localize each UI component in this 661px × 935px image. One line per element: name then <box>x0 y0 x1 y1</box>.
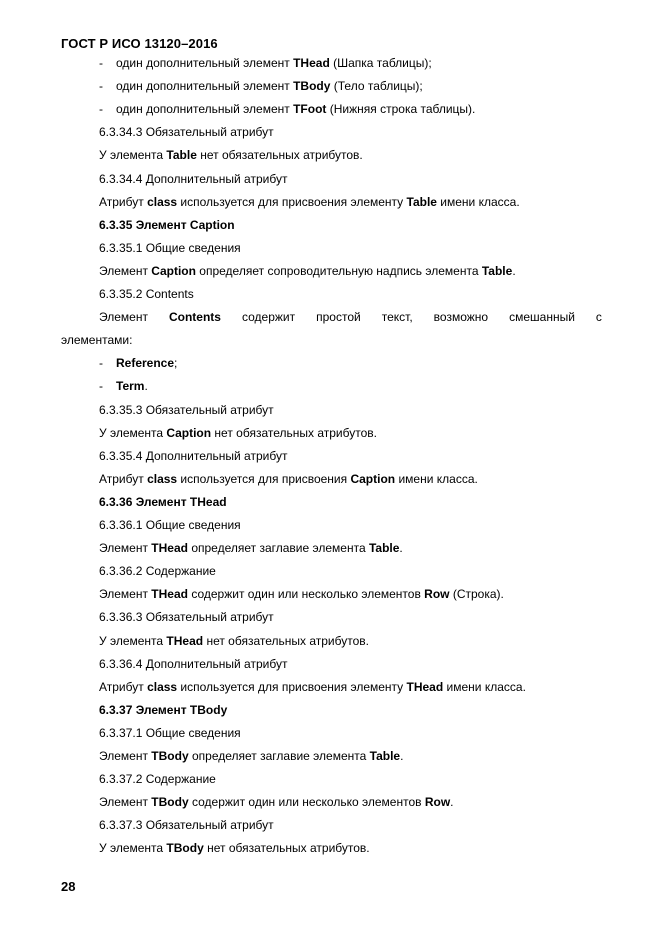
text-line <box>99 494 227 510</box>
line-word: Contents <box>168 310 221 325</box>
text-line <box>99 240 241 256</box>
bold-term: TBody <box>151 749 189 763</box>
line-text: Элемент <box>99 795 152 810</box>
text-line <box>99 609 274 625</box>
line-word: Элемент <box>99 310 148 325</box>
bold-term: TBody <box>151 795 189 810</box>
line-text: У элемента <box>99 841 167 856</box>
text-line <box>99 263 516 279</box>
line-word: простой <box>316 310 361 325</box>
line-text: нет обязательных атрибутов. <box>203 841 370 856</box>
line-text: (Тело таблицы); <box>330 79 423 94</box>
list-dash: - <box>99 79 103 94</box>
text-line <box>99 633 369 649</box>
line-text: Элемент <box>99 749 152 763</box>
text-line <box>99 471 478 487</box>
line-text: один дополнительный элемент <box>116 56 294 70</box>
text-line <box>99 147 363 163</box>
line-text: имени класса. <box>443 679 526 694</box>
bold-term: THead <box>166 633 204 648</box>
line-text: У элемента <box>99 148 167 163</box>
line-text: 6.3.36.1 Общие сведения <box>99 518 241 532</box>
bold-term: THead <box>406 679 444 694</box>
text-line <box>99 124 274 140</box>
line-text: (Строка). <box>449 587 504 602</box>
line-text: Элемент <box>99 541 152 556</box>
text-line <box>99 771 216 787</box>
bold-term: 6.3.37 Элемент TBody <box>99 702 228 717</box>
text-line <box>61 332 132 348</box>
bold-term: class <box>147 471 178 486</box>
list-dash: - <box>99 356 103 371</box>
line-text: Элемент <box>99 587 152 602</box>
line-text: 6.3.36.2 Содержание <box>99 564 216 579</box>
line-text: У элемента <box>99 425 167 440</box>
bold-term: Reference <box>116 356 175 371</box>
line-text: 6.3.35.2 Contents <box>99 287 194 301</box>
bold-term: Row <box>424 587 450 602</box>
line-text: . <box>400 749 404 763</box>
list-item <box>99 101 475 117</box>
bold-term: Caption <box>151 263 196 278</box>
line-text: Атрибут <box>99 194 148 209</box>
line-text: 6.3.36.4 Дополнительный атрибут <box>99 656 288 671</box>
line-text: 6.3.37.3 Обязательный атрибут <box>99 818 274 833</box>
line-word: содержит <box>241 310 296 325</box>
line-text: определяет заглавие элемента <box>187 541 369 556</box>
line-text: 6.3.34.3 Обязательный атрибут <box>99 125 274 140</box>
text-line <box>99 794 454 810</box>
bold-term: THead <box>293 56 330 70</box>
bold-term: THead <box>151 541 188 556</box>
line-text: Атрибут <box>99 471 148 486</box>
list-item <box>99 78 423 94</box>
line-text: . <box>450 795 454 810</box>
list-item <box>99 55 432 71</box>
list-dash: - <box>99 102 103 117</box>
line-text: ; <box>174 356 178 371</box>
bold-term: Row <box>424 795 451 810</box>
line-text: 6.3.35.4 Дополнительный атрибут <box>99 448 288 463</box>
line-text: содержит один или несколько элементов <box>188 795 425 810</box>
text-line <box>99 656 287 672</box>
line-word: смешанный <box>509 310 575 325</box>
bold-term: Table <box>166 148 197 163</box>
text-line <box>99 817 274 833</box>
line-word: текст, <box>381 310 413 325</box>
bold-term: Caption <box>350 471 396 486</box>
line-text: У элемента <box>99 633 167 648</box>
line-text: используется для присвоения элементу <box>177 679 407 694</box>
text-line <box>99 448 287 464</box>
bold-term: Table <box>406 194 437 209</box>
text-line <box>99 702 227 718</box>
line-text: нет обязательных атрибутов. <box>203 633 369 648</box>
line-text: имени класса. <box>395 471 478 486</box>
line-text: имени класса. <box>436 194 520 209</box>
line-text: нет обязательных атрибутов. <box>196 148 363 163</box>
text-line <box>99 679 526 695</box>
text-line <box>99 748 403 764</box>
text-line <box>99 725 241 741</box>
text-line <box>99 840 370 856</box>
text-line <box>99 540 403 556</box>
bold-term: Table <box>368 541 400 556</box>
line-text: 6.3.35.1 Общие сведения <box>99 240 241 255</box>
line-text: 6.3.34.4 Дополнительный атрибут <box>99 171 288 186</box>
line-text: 6.3.35.3 Обязательный атрибут <box>99 402 274 417</box>
line-text: элементами: <box>61 333 133 348</box>
line-text: Элемент <box>99 263 152 278</box>
bold-term: TBody <box>166 841 204 856</box>
bold-term: TFoot <box>293 102 327 117</box>
line-text: 6.3.37.2 Содержание <box>99 772 216 787</box>
line-text: содержит один или несколько элементов <box>187 587 425 602</box>
text-line <box>99 217 235 233</box>
bold-term: TBody <box>293 79 331 94</box>
line-text: . <box>399 541 403 556</box>
bold-term: Caption <box>166 425 212 440</box>
text-line <box>99 286 194 302</box>
bold-term: 6.3.35 Элемент Caption <box>99 217 235 232</box>
bold-term: 6.3.36 Элемент THead <box>99 494 227 509</box>
line-text: определяет заглавие элемента <box>188 749 370 763</box>
line-text: . <box>512 263 516 278</box>
list-dash: - <box>99 379 103 394</box>
line-text: 6.3.36.3 Обязательный атрибут <box>99 610 274 625</box>
bold-term: class <box>147 194 178 209</box>
bold-term: Term <box>116 379 145 394</box>
line-text: 6.3.37.1 Общие сведения <box>99 725 241 740</box>
bold-term: THead <box>151 587 188 602</box>
line-text: (Шапка таблицы); <box>329 56 432 70</box>
text-line <box>99 194 520 210</box>
list-item <box>99 355 177 371</box>
line-text: нет обязательных атрибутов. <box>211 425 377 440</box>
line-text: . <box>144 379 148 394</box>
text-line <box>99 309 602 325</box>
list-item <box>99 378 148 394</box>
line-text: один дополнительный элемент <box>116 102 294 117</box>
bold-term: Table <box>481 263 513 278</box>
text-line <box>99 171 287 187</box>
line-text: один дополнительный элемент <box>116 79 294 94</box>
line-text: (Нижняя строка таблицы). <box>326 102 476 117</box>
line-word: с <box>595 310 602 325</box>
line-word: возможно <box>433 310 489 325</box>
bold-term: class <box>147 679 178 694</box>
line-text: определяет сопроводительную надпись элемента <box>195 263 482 278</box>
list-dash: - <box>99 56 103 70</box>
document-header: ГОСТ Р ИСО 13120–2016 <box>61 36 218 51</box>
text-line <box>99 586 504 602</box>
text-line <box>99 563 216 579</box>
page-number: 28 <box>61 879 76 894</box>
line-text: Атрибут <box>99 679 148 694</box>
text-line <box>99 517 241 533</box>
line-text: используется для присвоения <box>177 471 351 486</box>
bold-term: Table <box>369 749 401 763</box>
text-line <box>99 402 274 418</box>
line-text: используется для присвоения элементу <box>177 194 407 209</box>
text-line <box>99 425 377 441</box>
